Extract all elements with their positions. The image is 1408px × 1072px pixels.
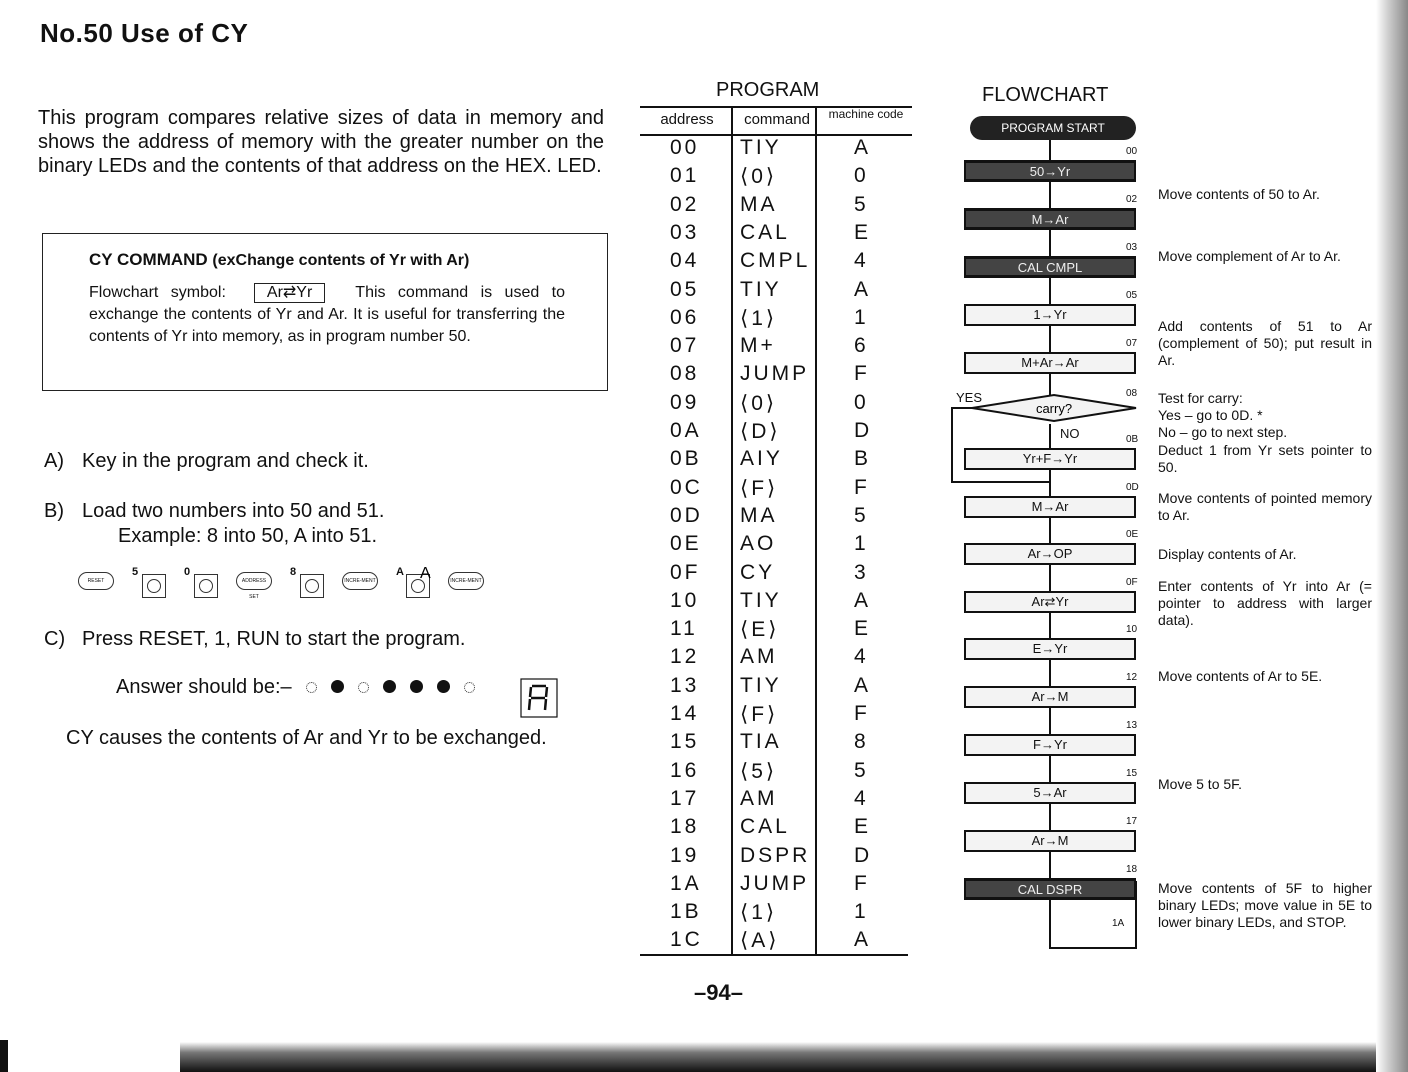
flowchart-note: Move contents of 5F to higher binary LEDs; move value in 5E to lower binary LEDs, and STOP. xyxy=(1158,880,1372,930)
row-address: 09 xyxy=(670,390,700,414)
flowchart-box: E→Yr xyxy=(964,638,1136,660)
row-machine-code: 4 xyxy=(854,249,869,273)
flowchart-box: Ar→M xyxy=(964,686,1136,708)
program-row xyxy=(640,136,912,164)
row-command: AM xyxy=(740,645,778,669)
row-address: 16 xyxy=(670,758,700,782)
row-command: MA xyxy=(740,192,778,216)
row-command: JUMP xyxy=(740,362,810,386)
row-machine-code: 3 xyxy=(854,560,869,584)
row-machine-code: D xyxy=(854,843,873,867)
cy-box-text: This command is used to exchange the contents of Yr and Ar. It is useful for transferring the contents of Yr into memory, as in program number 50. xyxy=(89,284,565,345)
flowchart-note: Move 5 to 5F. xyxy=(1158,776,1243,792)
flowchart-box: 5→Ar xyxy=(964,782,1136,804)
row-command: AO xyxy=(740,532,777,556)
row-command: ⟨1⟩ xyxy=(740,901,778,925)
program-row xyxy=(640,674,912,702)
row-machine-code: A xyxy=(854,136,872,159)
row-address: 12 xyxy=(670,645,700,669)
flowchart-address: 18 xyxy=(1126,864,1138,875)
flowchart-address: 0E xyxy=(1126,529,1139,540)
binary-led-6 xyxy=(464,682,475,693)
cy-box-heading: CY COMMAND (exChange contents of Yr with Ar) xyxy=(89,250,470,269)
row-machine-code: 0 xyxy=(854,164,869,188)
row-address: 1B xyxy=(670,900,702,924)
program-row xyxy=(640,532,912,560)
col-address: address xyxy=(660,111,714,128)
row-address: 0B xyxy=(670,447,702,471)
row-address: 07 xyxy=(670,334,700,358)
binary-led-3 xyxy=(383,680,396,693)
flowchart-box: CAL DSPR xyxy=(964,878,1136,900)
row-address: 06 xyxy=(670,305,700,329)
cy-box-body xyxy=(89,282,565,348)
yes-label: YES xyxy=(956,390,983,405)
intro-paragraph: This program compares relative sizes of data in memory and shows the address of memory with the greater number on the binary LEDs and the contents of that address on the HEX. LED. xyxy=(38,107,604,177)
cy-box-heading-sub: (exChange contents of Yr with Ar) xyxy=(212,252,470,269)
program-row xyxy=(640,900,912,928)
flowchart-box: M→Ar xyxy=(964,208,1136,230)
row-machine-code: 4 xyxy=(854,786,869,810)
row-machine-code: 6 xyxy=(854,334,869,358)
row-machine-code: F xyxy=(854,475,870,499)
answer-label: Answer should be:– xyxy=(116,676,292,698)
row-address: 18 xyxy=(670,815,700,839)
key-0: 0 xyxy=(184,566,218,596)
program-row xyxy=(640,164,912,192)
program-row xyxy=(640,306,912,334)
row-command: ⟨A⟩ xyxy=(740,929,780,953)
flowchart-address: 0F xyxy=(1126,577,1138,588)
binary-led-4 xyxy=(410,680,423,693)
row-command: ⟨0⟩ xyxy=(740,165,778,189)
flowchart-box: M+Ar→Ar xyxy=(964,352,1136,374)
page-number: –94– xyxy=(694,980,743,1005)
flowchart-address: 00 xyxy=(1126,146,1138,157)
row-machine-code: E xyxy=(854,815,872,839)
scan-edge-mark xyxy=(0,1040,8,1072)
address-set-key: ADDRESS SET xyxy=(236,572,272,590)
flowchart-box: 1→Yr xyxy=(964,304,1136,326)
program-row xyxy=(640,221,912,249)
row-address: 13 xyxy=(670,673,700,697)
row-address: 02 xyxy=(670,192,700,216)
row-machine-code: A xyxy=(854,928,872,952)
flowchart-address: 10 xyxy=(1126,624,1138,635)
flowchart-note: Move contents of 50 to Ar. xyxy=(1158,186,1320,202)
program-row xyxy=(640,815,912,843)
program-title: PROGRAM xyxy=(716,79,820,101)
row-address: 0D xyxy=(670,503,703,527)
col-command: command xyxy=(744,111,810,128)
row-command: ⟨F⟩ xyxy=(740,703,779,726)
flowchart-address: 05 xyxy=(1126,290,1138,301)
program-row xyxy=(640,391,912,419)
row-command: CAL xyxy=(740,220,790,244)
program-row xyxy=(640,787,912,815)
program-row xyxy=(640,249,912,277)
flowchart-note: Display contents of Ar. xyxy=(1158,546,1297,562)
flowchart-address: 17 xyxy=(1126,816,1138,827)
flowchart-address: 07 xyxy=(1126,338,1138,349)
row-address: 17 xyxy=(670,786,700,810)
flowchart-address: 08 xyxy=(1126,388,1138,399)
row-address: 1C xyxy=(670,928,703,952)
program-row xyxy=(640,334,912,362)
flowchart-address: 12 xyxy=(1126,672,1138,683)
flowchart-note: Move contents of pointed memory to Ar. xyxy=(1158,490,1372,523)
key-5: 5 xyxy=(132,566,166,596)
program-row xyxy=(640,419,912,447)
row-machine-code: D xyxy=(854,419,873,442)
binary-led-5 xyxy=(437,680,450,693)
row-address: 11 xyxy=(670,617,698,641)
flowchart-box: CAL CMPL xyxy=(964,256,1136,278)
step-b-example: Example: 8 into 50, A into 51. xyxy=(118,525,378,547)
row-address: 0E xyxy=(670,532,702,556)
row-command: DSPR xyxy=(740,843,811,867)
row-command: TIY xyxy=(740,673,782,697)
row-address: 10 xyxy=(670,588,700,612)
program-row xyxy=(640,476,912,504)
program-row xyxy=(640,702,912,730)
row-machine-code: F xyxy=(854,702,870,725)
step-b: B) Load two numbers into 50 and 51. xyxy=(44,500,385,522)
scan-shadow xyxy=(180,1042,1408,1072)
row-machine-code: 5 xyxy=(854,192,869,216)
binary-led-1 xyxy=(331,680,344,693)
flowchart-address: 0D xyxy=(1126,482,1139,493)
row-machine-code: 1 xyxy=(854,532,869,556)
exchange-symbol: Ar⇄Yr xyxy=(254,283,325,303)
row-machine-code: F xyxy=(854,871,870,895)
flowchart-note: Move complement of Ar to Ar. xyxy=(1158,248,1341,264)
hex-led-value: A xyxy=(420,565,431,582)
symbol-label: Flowchart symbol: xyxy=(89,284,226,301)
program-row xyxy=(640,844,912,872)
loop-address: 1A xyxy=(1112,918,1125,929)
scan-right-edge xyxy=(1376,0,1408,1072)
row-address: 15 xyxy=(670,730,700,754)
program-row xyxy=(640,447,912,475)
row-address: 04 xyxy=(670,249,700,273)
row-address: 01 xyxy=(670,164,700,188)
program-row xyxy=(640,928,912,956)
increment-key-1: INCRE-MENT xyxy=(342,572,378,590)
program-row xyxy=(640,645,912,673)
binary-led-0 xyxy=(306,682,317,693)
row-machine-code: A xyxy=(854,588,872,612)
row-machine-code: E xyxy=(854,617,872,641)
row-machine-code: 1 xyxy=(854,900,869,924)
binary-led-2 xyxy=(358,682,369,693)
row-command: AIY xyxy=(740,447,783,471)
program-row xyxy=(640,278,912,306)
increment-key-2: INCRE-MENT xyxy=(448,572,484,590)
row-address: 19 xyxy=(670,843,700,867)
flowchart-address: 15 xyxy=(1126,768,1138,779)
flowchart-note: Add contents of 51 to Ar (complement of 50); put result in Ar. xyxy=(1158,318,1372,368)
cy-command-box xyxy=(42,233,608,391)
row-command: CMPL xyxy=(740,249,811,273)
row-command: M+ xyxy=(740,334,776,358)
program-row xyxy=(640,589,912,617)
program-row xyxy=(640,362,912,390)
row-command: AM xyxy=(740,786,778,810)
flowchart-note: Move contents of Ar to 5E. xyxy=(1158,668,1323,684)
row-address: 0F xyxy=(670,560,701,584)
key-8: 8 xyxy=(290,566,324,596)
row-machine-code: 0 xyxy=(854,390,869,414)
row-command: TIA xyxy=(740,730,782,754)
row-address: 05 xyxy=(670,277,700,301)
binary-leds xyxy=(292,676,475,699)
row-command: CY xyxy=(740,560,776,584)
row-command: TIY xyxy=(740,277,782,301)
row-address: 1A xyxy=(670,871,702,895)
carry-label: carry? xyxy=(1035,401,1073,416)
row-machine-code: 5 xyxy=(854,503,869,527)
flowchart-box: F→Yr xyxy=(964,734,1136,756)
answer-line xyxy=(116,676,475,699)
row-command: ⟨D⟩ xyxy=(740,420,781,443)
row-address: 08 xyxy=(670,362,700,386)
program-row xyxy=(640,193,912,221)
program-row xyxy=(640,872,912,900)
row-machine-code: 5 xyxy=(854,758,869,782)
row-address: 14 xyxy=(670,702,700,725)
row-command: MA xyxy=(740,503,778,527)
col-machine-code: machine code xyxy=(828,107,904,121)
row-address: 0C xyxy=(670,475,703,499)
row-address: 0A xyxy=(670,419,702,442)
step-c: C) Press RESET, 1, RUN to start the program. xyxy=(44,628,466,650)
program-row xyxy=(640,561,912,589)
flowchart-box: Ar→M xyxy=(964,830,1136,852)
flowchart-address: 03 xyxy=(1126,242,1138,253)
program-row xyxy=(640,759,912,787)
flowchart-address: 0B xyxy=(1126,434,1139,445)
cy-note: CY causes the contents of Ar and Yr to be exchanged. xyxy=(66,727,547,749)
flowchart-box: Yr+F→Yr xyxy=(964,448,1136,470)
row-machine-code: 1 xyxy=(854,305,869,329)
program-row xyxy=(640,504,912,532)
row-machine-code: A xyxy=(854,673,872,697)
flowchart-title: FLOWCHART xyxy=(982,84,1109,106)
reset-key: RESET xyxy=(78,572,114,590)
carry-decision xyxy=(970,394,1138,422)
flowchart-box: Ar⇄Yr xyxy=(964,591,1136,613)
flowchart-start: PROGRAM START xyxy=(970,116,1136,140)
row-machine-code: 4 xyxy=(854,645,869,669)
flowchart-box: M→Ar xyxy=(964,496,1136,518)
row-machine-code: 8 xyxy=(854,730,869,754)
row-command: ⟨0⟩ xyxy=(740,391,778,415)
flowchart-address: 02 xyxy=(1126,194,1138,205)
row-machine-code: E xyxy=(854,220,872,244)
program-table-header xyxy=(640,106,912,136)
row-machine-code: B xyxy=(854,447,872,471)
row-command: TIY xyxy=(740,588,782,612)
page-title: No.50 Use of CY xyxy=(40,18,249,48)
row-command: JUMP xyxy=(740,871,810,895)
row-address: 03 xyxy=(670,220,700,244)
flowchart-note: Deduct 1 from Yr sets pointer to 50. xyxy=(1158,442,1372,475)
row-command: ⟨1⟩ xyxy=(740,306,778,330)
flowchart-address: 13 xyxy=(1126,720,1138,731)
row-command: CAL xyxy=(740,815,790,839)
step-a: A) Key in the program and check it. xyxy=(44,450,369,472)
program-row xyxy=(640,617,912,645)
row-machine-code: F xyxy=(854,362,870,386)
flowchart-box: 50→Yr xyxy=(964,160,1136,182)
flowchart-box: Ar→OP xyxy=(964,543,1136,565)
row-address: 00 xyxy=(670,136,700,159)
flowchart-note: Test for carry: Yes – go to 0D. * No – go to next step. xyxy=(1158,390,1288,440)
row-command: ⟨F⟩ xyxy=(740,476,779,500)
row-machine-code: A xyxy=(854,277,872,301)
program-row xyxy=(640,730,912,758)
row-command: TIY xyxy=(740,136,782,159)
key-a: A xyxy=(396,566,430,596)
row-command: ⟨5⟩ xyxy=(740,759,778,783)
flowchart-note: Enter contents of Yr into Ar (= pointer to address with larger data). xyxy=(1158,578,1372,628)
row-command: ⟨E⟩ xyxy=(740,618,780,642)
no-label: NO xyxy=(1060,426,1080,441)
